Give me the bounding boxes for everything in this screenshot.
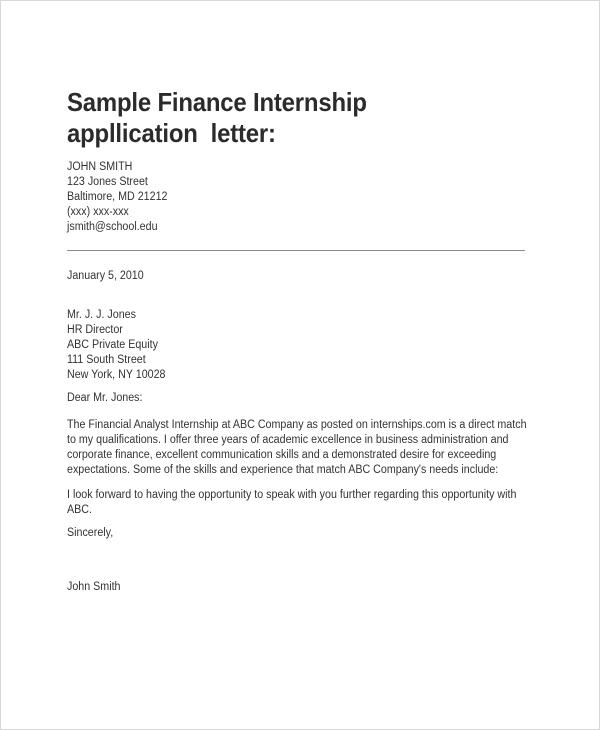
sender-email: jsmith@school.edu — [67, 221, 158, 233]
page-title — [67, 87, 499, 149]
sender-street: 123 Jones Street — [67, 176, 148, 188]
sender-phone: (xxx) xxx-xxx — [67, 206, 129, 218]
title-line-1: Sample Finance Internship — [67, 87, 367, 117]
closing — [67, 526, 113, 541]
recipient-address — [67, 308, 166, 383]
sender-city: Baltimore, MD 21212 — [67, 191, 168, 203]
paragraph-line: The Financial Analyst Internship at ABC Company as posted on internships.com is a direct match — [67, 419, 527, 431]
paragraph-line: I look forward to having the opportunity to speak with you further regarding this opportunity with — [67, 489, 517, 501]
paragraph-line: expectations. Some of the skills and experience that match ABC Company's needs include: — [67, 464, 499, 476]
body-paragraph-1 — [67, 418, 527, 478]
signature-name: John Smith — [67, 581, 121, 593]
sender-name: JOHN SMITH — [67, 161, 133, 173]
salutation — [67, 391, 142, 406]
recipient-street: 111 South Street — [67, 354, 146, 366]
sender-address — [67, 160, 167, 235]
date-text: January 5, 2010 — [67, 270, 144, 282]
paragraph-line: to my qualifications. I offer three years of academic excellence in business administration and — [67, 434, 509, 446]
salutation-text: Dear Mr. Jones: — [67, 392, 143, 404]
paragraph-line: ABC. — [67, 504, 92, 516]
body-paragraph-2 — [67, 488, 516, 518]
signature — [67, 580, 121, 595]
paragraph-line: corporate finance, excellent communication skills and a demonstrated desire for exceeding — [67, 449, 497, 461]
recipient-name: Mr. J. J. Jones — [67, 309, 136, 321]
recipient-city: New York, NY 10028 — [67, 369, 166, 381]
recipient-company: ABC Private Equity — [67, 339, 158, 351]
recipient-title: HR Director — [67, 324, 123, 336]
title-line-2: appllication letter: — [67, 118, 276, 148]
closing-text: Sincerely, — [67, 527, 114, 539]
header-divider — [67, 250, 525, 251]
letter-date — [67, 269, 144, 284]
